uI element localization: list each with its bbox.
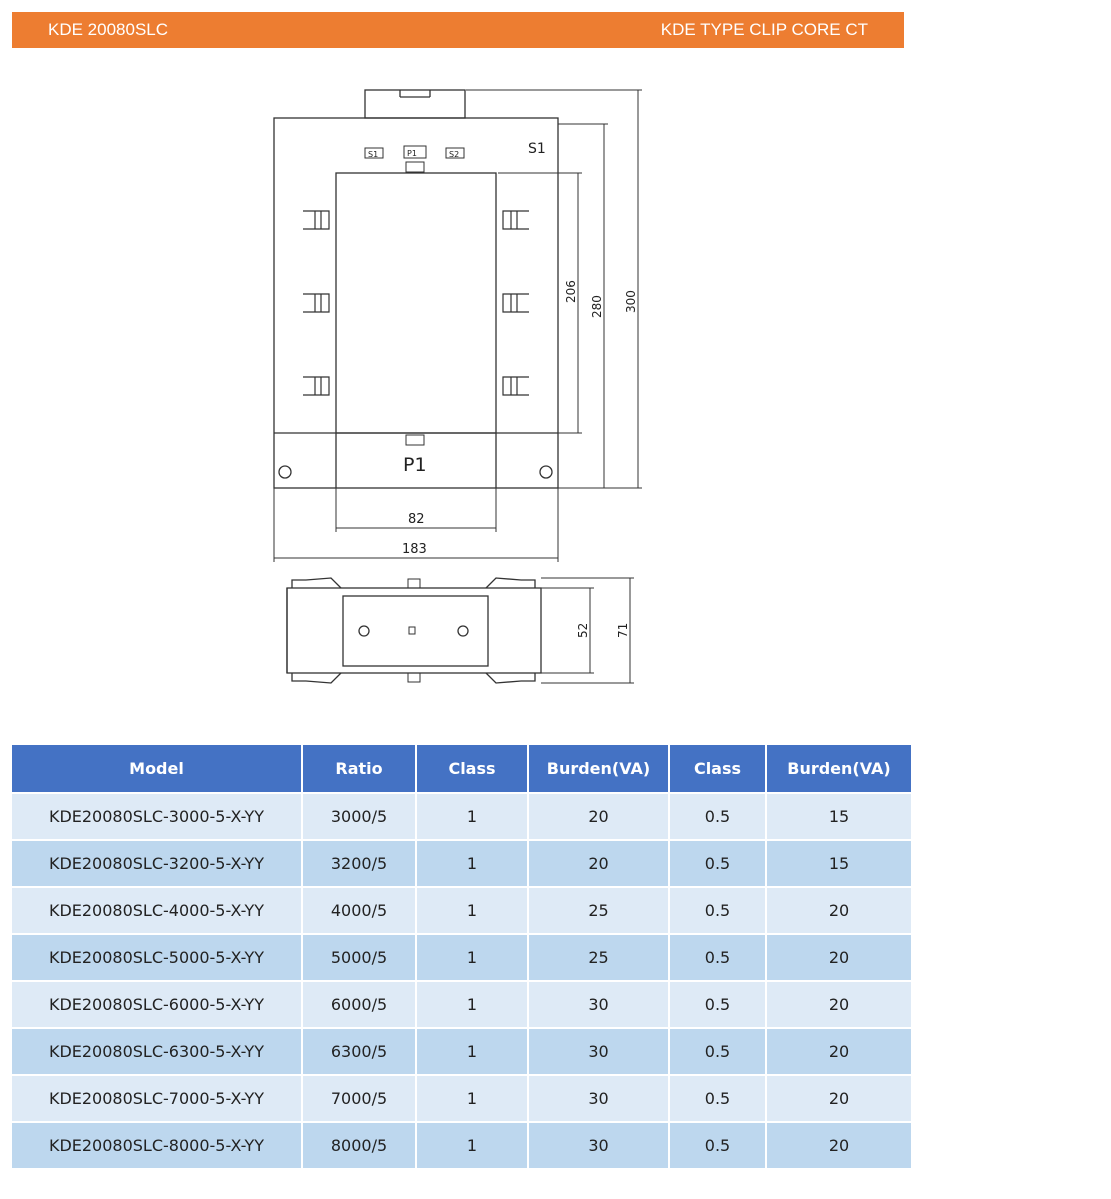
class-cell: 1 (417, 839, 529, 886)
table-row (12, 886, 911, 933)
table-row (12, 839, 911, 886)
class-cell: 1 (417, 1121, 529, 1168)
column-header-burden-2: Burden(VA) (767, 745, 911, 792)
ratio-cell: 6300/5 (303, 1027, 417, 1074)
model-cell: KDE20080SLC-7000-5-X-YY (12, 1074, 303, 1121)
specification-table (12, 745, 911, 1168)
class-cell: 0.5 (670, 886, 767, 933)
class-cell: 0.5 (670, 1074, 767, 1121)
burden-cell: 30 (529, 1121, 670, 1168)
terminal-s1-label: S1 (368, 150, 379, 159)
model-cell: KDE20080SLC-3000-5-X-YY (12, 792, 303, 839)
column-header-model: Model (12, 745, 303, 792)
burden-cell: 20 (767, 980, 911, 1027)
column-header-burden: Burden(VA) (529, 745, 670, 792)
dim-71: 71 (616, 622, 630, 638)
column-header-ratio: Ratio (303, 745, 417, 792)
class-cell: 0.5 (670, 792, 767, 839)
dim-206: 206 (564, 280, 578, 303)
table-row (12, 933, 911, 980)
burden-cell: 20 (767, 1027, 911, 1074)
burden-cell: 15 (767, 792, 911, 839)
class-cell: 0.5 (670, 839, 767, 886)
model-cell: KDE20080SLC-6300-5-X-YY (12, 1027, 303, 1074)
class-cell: 1 (417, 1027, 529, 1074)
table-row (12, 980, 911, 1027)
ratio-cell: 3200/5 (303, 839, 417, 886)
class-cell: 1 (417, 1074, 529, 1121)
ratio-cell: 6000/5 (303, 980, 417, 1027)
class-cell: 1 (417, 933, 529, 980)
product-type-title: KDE TYPE CLIP CORE CT (660, 20, 868, 39)
class-cell: 1 (417, 886, 529, 933)
burden-cell: 20 (767, 886, 911, 933)
bottom-p1-label: P1 (403, 454, 427, 476)
dim-82: 82 (408, 512, 425, 527)
dim-52: 52 (576, 622, 590, 638)
ratio-cell: 8000/5 (303, 1121, 417, 1168)
column-header-class-2: Class (670, 745, 767, 792)
dim-183: 183 (402, 542, 427, 557)
table-header-row (12, 745, 911, 792)
burden-cell: 20 (767, 1074, 911, 1121)
model-cell: KDE20080SLC-8000-5-X-YY (12, 1121, 303, 1168)
terminal-p1-label: P1 (407, 149, 417, 158)
model-cell: KDE20080SLC-4000-5-X-YY (12, 886, 303, 933)
column-header-class: Class (417, 745, 529, 792)
dim-300: 300 (624, 290, 638, 313)
class-cell: 0.5 (670, 933, 767, 980)
burden-cell: 20 (529, 792, 670, 839)
class-cell: 1 (417, 792, 529, 839)
model-title: KDE 20080SLC (48, 20, 169, 39)
burden-cell: 20 (767, 933, 911, 980)
ratio-cell: 7000/5 (303, 1074, 417, 1121)
burden-cell: 30 (529, 1027, 670, 1074)
burden-cell: 20 (529, 839, 670, 886)
burden-cell: 15 (767, 839, 911, 886)
front-view (274, 90, 642, 562)
ratio-cell: 5000/5 (303, 933, 417, 980)
table-row (12, 1121, 911, 1168)
ratio-cell: 4000/5 (303, 886, 417, 933)
model-cell: KDE20080SLC-3200-5-X-YY (12, 839, 303, 886)
burden-cell: 20 (767, 1121, 911, 1168)
table-row (12, 792, 911, 839)
dim-280: 280 (590, 295, 604, 318)
table-row (12, 1074, 911, 1121)
class-cell: 0.5 (670, 1121, 767, 1168)
class-cell: 1 (417, 980, 529, 1027)
core-window (336, 173, 496, 433)
burden-cell: 30 (529, 980, 670, 1027)
terminal-s2-label: S2 (449, 150, 460, 159)
class-cell: 0.5 (670, 980, 767, 1027)
burden-cell: 30 (529, 1074, 670, 1121)
table-row (12, 1027, 911, 1074)
model-cell: KDE20080SLC-5000-5-X-YY (12, 933, 303, 980)
top-clip (365, 90, 465, 118)
class-cell: 0.5 (670, 1027, 767, 1074)
corner-s1-label: S1 (528, 141, 546, 157)
burden-cell: 25 (529, 886, 670, 933)
ratio-cell: 3000/5 (303, 792, 417, 839)
model-cell: KDE20080SLC-6000-5-X-YY (12, 980, 303, 1027)
burden-cell: 25 (529, 933, 670, 980)
